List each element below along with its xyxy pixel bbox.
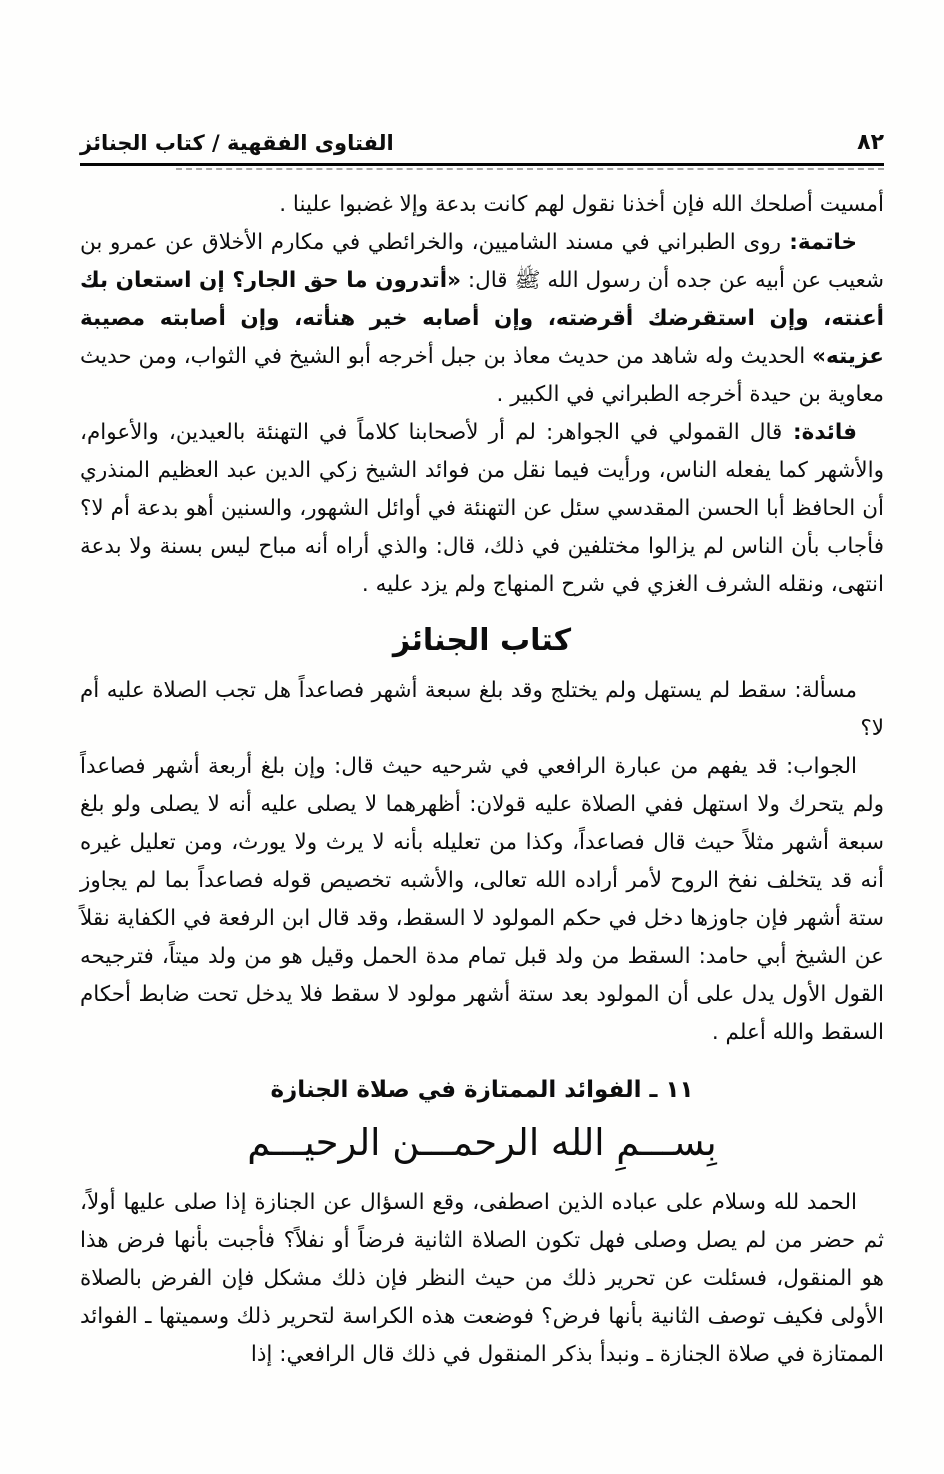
khatima-isnad-text: روى الطبراني في مسند الشاميين، والخرائطي في مكارم الأخلاق عن عمرو بن شعيب عن أبيه عن جده أن رسول الله ﷺ قال:: [80, 230, 884, 293]
paragraph-masala: مسألة: سقط لم يستهل ولم يختلج وقد بلغ سبعة أشهر فصاعداً هل تجب الصلاة عليه أم لا؟: [80, 678, 884, 741]
chapter-title: كتاب الجنائز: [392, 623, 572, 658]
faida-text: قال القمولي في الجواهر: لم أر لأصحابنا كلاماً في التهنئة بالعيدين، والأعوام، والأشهر كما يفعله الناس، ورأيت فيما نقل من فوائد الشيخ زكي الدين عبد العظيم المنذري أن الحافظ أبا الحسن المقدسي سئل عن التهنئة في أوائل الشهور، والسنين أهو بدعة أم لا؟ فأجاب بأن الناس لم يزالوا مختلفين في ذلك، قال: والذي أراه أنه مباح ليس بسنة ولا بدعة انتهى، ونقله الشرف الغزي في شرح المنهاج ولم يزد عليه .: [80, 420, 884, 597]
khatima-label: خاتمة:: [780, 230, 857, 255]
page-body: [80, 186, 884, 1374]
paragraph-faida: [80, 414, 884, 604]
hadith-quote-text: «أتدرون ما حق الجار؟ إن استعان بك أعنته، وإن استقرضك أقرضته، وإن أصابه خير هنأته، وإن أصابته مصيبة عزيته»: [80, 268, 884, 369]
paragraph-jawab: الجواب: قد يفهم من عبارة الرافعي في شرحيه حيث قال: وإن بلغ أربعة أشهر فصاعداً ولم يتحرك ولا استهل ففي الصلاة عليه قولان: أظهرهما لا يصلى عليه أنه لا يصلى ولو بلغ سبعة أشهر مثلاً حيث قال فصاعداً، وكذا من تعليله بأنه لا يرث ولا يورث، ومن تعليل غيره أنه قد يتخلف نفخ الروح لأمر أراده الله تعالى، والأشبه تخصيص قوله فصاعداً بما لم يجاوز ستة أشهر فإن جاوزها دخل في حكم المولود لا السقط، وقد قال ابن الرفعة في الكفاية نقلاً عن الشيخ أبي حامد: السقط من ولد قبل تمام مدة الحمل وقيل هو من ولد ميتاً، فترجيحه القول الأول يدل على أن المولود بعد ستة أشهر مولود لا سقط فلا يدخل تحت ضابط أحكام السقط والله أعلم .: [80, 754, 884, 1045]
paragraph-hamd: الحمد لله وسلام على عباده الذين اصطفى، وقع السؤال عن الجنازة إذا صلى عليها أولاً، ثم حضر من لم يصل وصلى فهل تكون الصلاة الثانية فرضاً أو نفلاً؟ فأجبت بأنها فرض هذا هو المنقول، فسئلت عن تحرير ذلك من حيث النظر فإن ذلك مشكل فإن الفرض بالصلاة الأولى فكيف توصف الثانية بأنها فرض؟ فوضعت هذه الكراسة لتحرير ذلك وسميتها ـ الفوائد الممتازة في صلاة الجنازة ـ ونبدأ بذكر المنقول في ذلك قال الرافعي: إذا: [80, 1190, 884, 1367]
running-title: الفتاوى الفقهية / كتاب الجنائز: [80, 131, 394, 155]
basmala-calligraphy: بِســـمِ الله الرحمـــن الرحيـــم: [247, 1121, 717, 1164]
paragraph-khatima: [80, 224, 884, 414]
header-rule: [80, 163, 884, 166]
section-title: ١١ ـ الفوائد الممتازة في صلاة الجنازة: [270, 1077, 694, 1103]
paragraph-continuation: أمسيت أصلحك الله فإن أخذنا نقول لهم كانت بدعة وإلا غضبوا علينا .: [279, 192, 884, 217]
header-rule-scan-artifact: [176, 168, 884, 170]
faida-label: فائدة:: [782, 420, 857, 445]
page-number: ٨٢: [857, 130, 884, 155]
page-header: [80, 128, 884, 158]
khatima-takhrij-text: الحديث وله شاهد من حديث معاذ بن جبل أخرجه أبو الشيخ في الثواب، ومن حديث معاوية بن حيدة أخرجه الطبراني في الكبير .: [80, 344, 884, 407]
